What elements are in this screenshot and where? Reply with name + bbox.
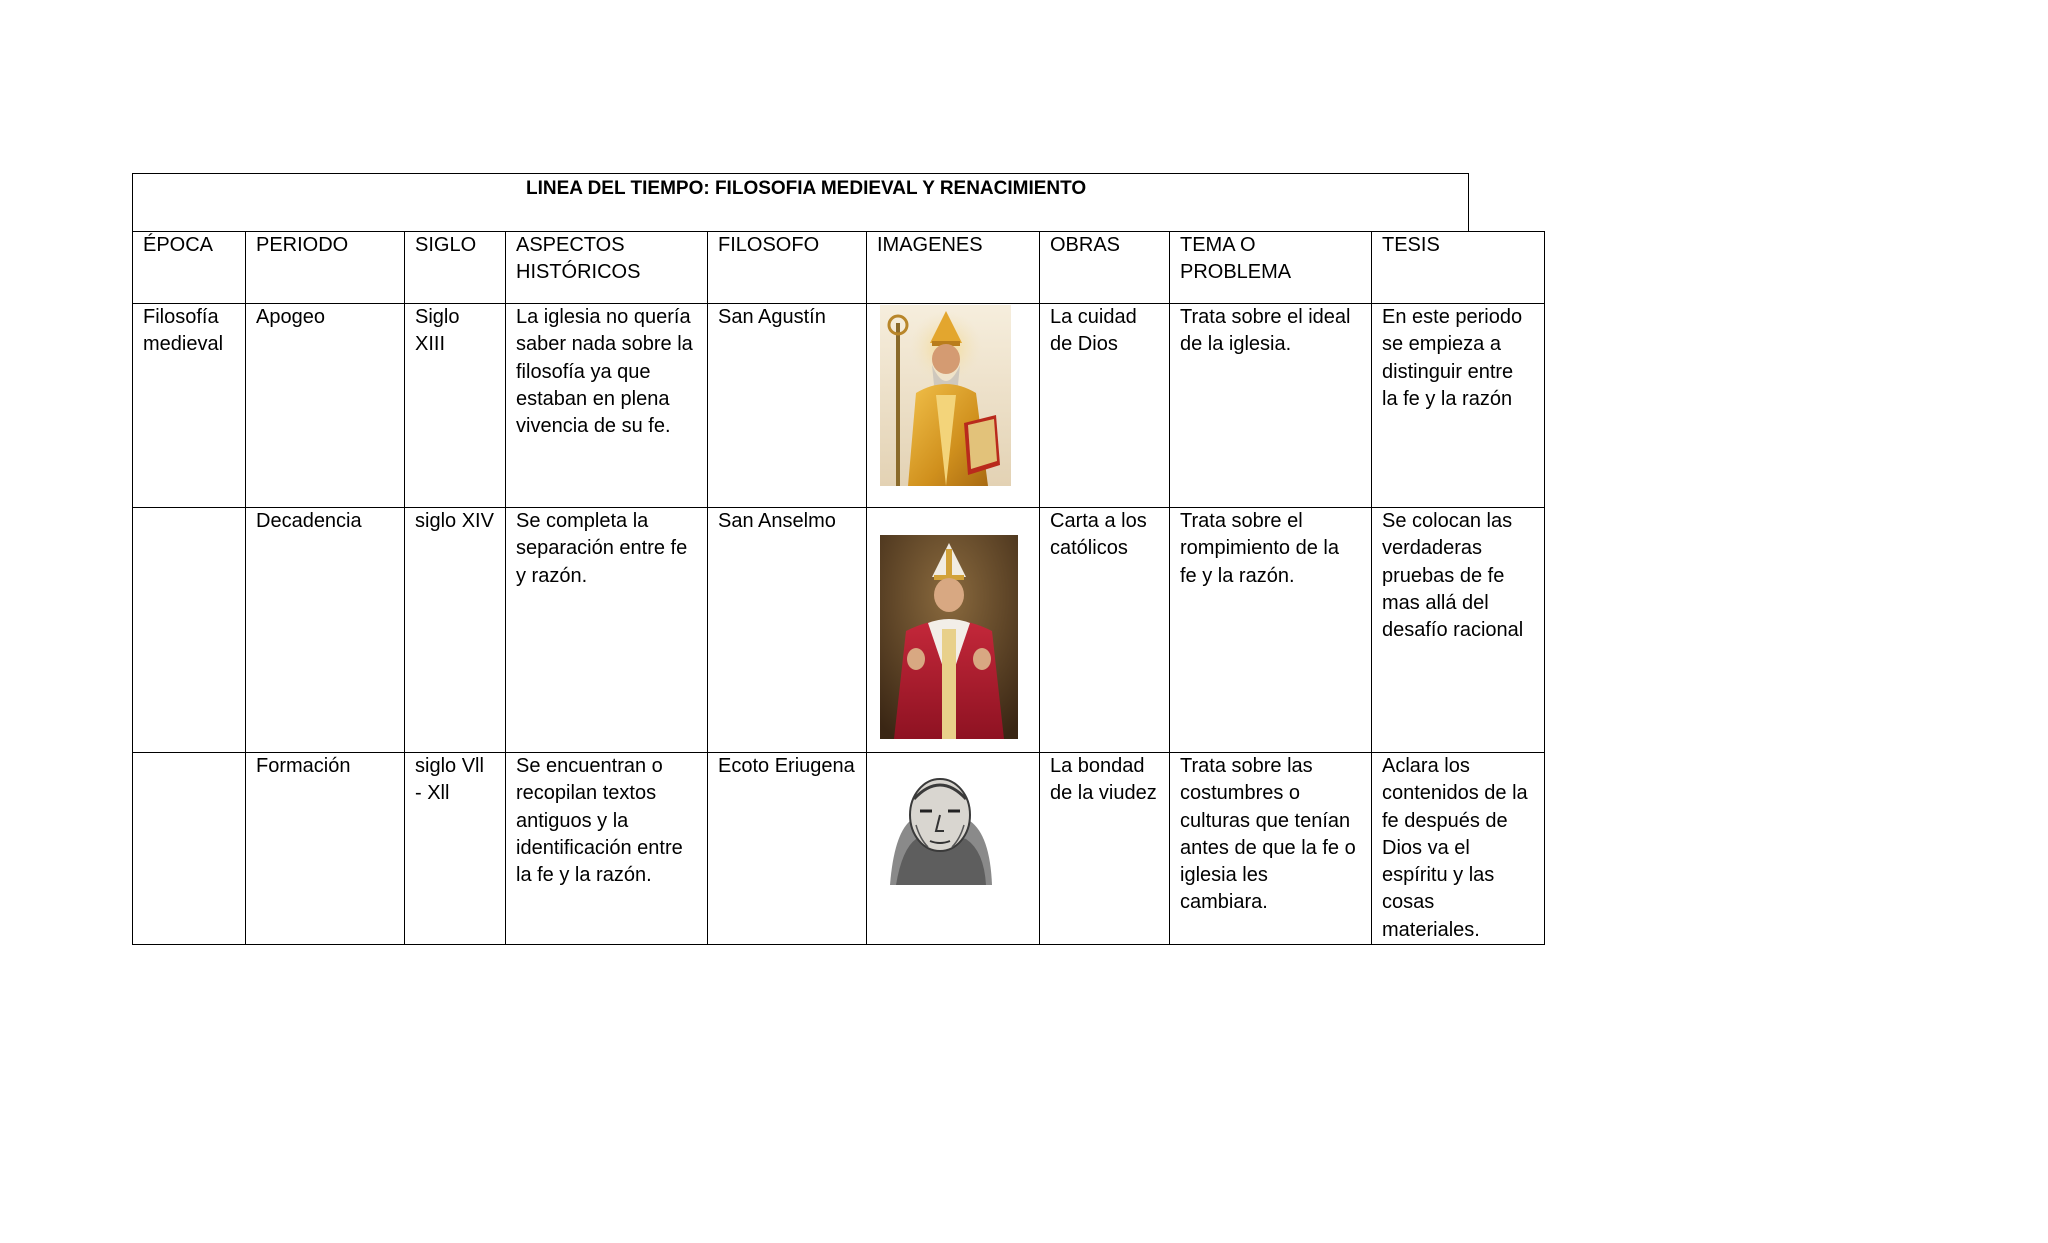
cell-tema: Trata sobre el ideal de la iglesia. <box>1170 304 1372 508</box>
header-epoca: ÉPOCA <box>133 232 246 304</box>
cell-periodo: Decadencia <box>246 508 405 753</box>
header-tesis: TESIS <box>1372 232 1545 304</box>
cell-tesis: En este periodo se empieza a distinguir entre la fe y la razón <box>1372 304 1545 508</box>
cell-imagen <box>867 753 1040 945</box>
table-row <box>133 753 1545 945</box>
header-siglo: SIGLO <box>405 232 506 304</box>
cell-filosofo: San Anselmo <box>708 508 867 753</box>
bishop-portrait-icon <box>880 305 1011 486</box>
cell-epoca: Filosofía medieval <box>133 304 246 508</box>
header-filosofo: FILOSOFO <box>708 232 867 304</box>
cell-aspectos: Se completa la separación entre fe y razón. <box>506 508 708 753</box>
cell-tesis: Aclara los contenidos de la fe después de Dios va el espíritu y las cosas materiales. <box>1372 753 1545 945</box>
header-tema: TEMA O PROBLEMA <box>1170 232 1372 304</box>
cell-epoca <box>133 508 246 753</box>
header-obras: OBRAS <box>1040 232 1170 304</box>
title-box <box>132 173 1469 231</box>
cell-periodo: Formación <box>246 753 405 945</box>
bishop-portrait-icon <box>880 535 1018 739</box>
cell-aspectos: La iglesia no quería saber nada sobre la filosofía ya que estaban en plena vivencia de su fe. <box>506 304 708 508</box>
cell-imagen <box>867 508 1040 753</box>
cell-siglo: siglo XIV <box>405 508 506 753</box>
cell-aspectos: Se encuentran o recopilan textos antiguos y la identificación entre la fe y la razón. <box>506 753 708 945</box>
document-title: LINEA DEL TIEMPO: FILOSOFIA MEDIEVAL Y RENACIMIENTO <box>526 178 1087 199</box>
header-row <box>133 232 1545 304</box>
table-row <box>133 304 1545 508</box>
engraved-portrait-icon <box>880 765 1000 885</box>
header-imagenes: IMAGENES <box>867 232 1040 304</box>
cell-obras: La cuidad de Dios <box>1040 304 1170 508</box>
cell-tema: Trata sobre el rompimiento de la fe y la razón. <box>1170 508 1372 753</box>
cell-imagen <box>867 304 1040 508</box>
header-periodo: PERIODO <box>246 232 405 304</box>
cell-siglo: siglo Vll - Xll <box>405 753 506 945</box>
cell-filosofo: Ecoto Eriugena <box>708 753 867 945</box>
cell-epoca <box>133 753 246 945</box>
header-aspectos: ASPECTOS HISTÓRICOS <box>506 232 708 304</box>
cell-periodo: Apogeo <box>246 304 405 508</box>
cell-tema: Trata sobre las costumbres o culturas que tenían antes de que la fe o iglesia les cambiara. <box>1170 753 1372 945</box>
cell-obras: La bondad de la viudez <box>1040 753 1170 945</box>
cell-obras: Carta a los católicos <box>1040 508 1170 753</box>
table-row <box>133 508 1545 753</box>
cell-tesis: Se colocan las verdaderas pruebas de fe mas allá del desafío racional <box>1372 508 1545 753</box>
cell-filosofo: San Agustín <box>708 304 867 508</box>
cell-siglo: Siglo XIII <box>405 304 506 508</box>
timeline-table <box>132 231 1545 945</box>
